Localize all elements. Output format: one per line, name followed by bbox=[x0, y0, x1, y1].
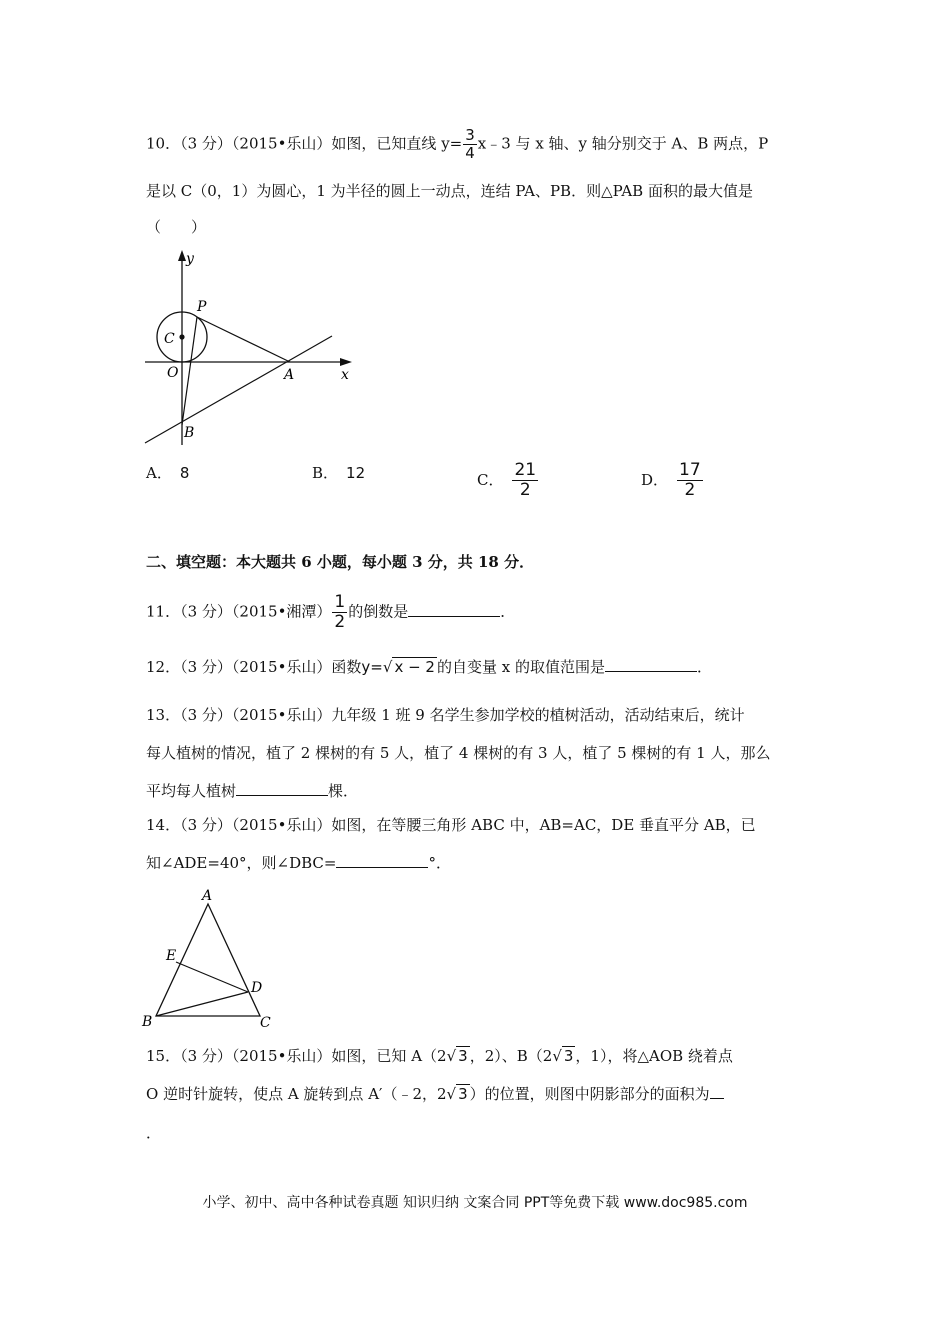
q14-line-1: 14．（3 分）（2015•乐山）如图，在等腰三角形 ABC 中，AB=AC，DE 垂直平分 AB，已 bbox=[146, 816, 756, 834]
q11-answer-blank[interactable] bbox=[408, 602, 500, 617]
q10-text-b: x﹣3 与 x 轴、y 轴分别交于 A、B 两点，P bbox=[477, 134, 769, 153]
q10-option-d[interactable]: D． $\frac{17}{2}$ bbox=[641, 460, 701, 500]
q14-label-e: E bbox=[166, 948, 177, 964]
q14-answer-blank[interactable] bbox=[336, 853, 428, 868]
q10-text-a: 10．（3 分）（2015•乐山）如图，已知直线 y= bbox=[146, 134, 463, 153]
q10-option-a[interactable]: A． 8 bbox=[146, 464, 190, 482]
q10-label-o: O bbox=[167, 365, 179, 381]
section-2-title: 二、填空题：本大题共 6 小题，每小题 3 分，共 18 分． bbox=[146, 553, 535, 571]
q10-center-dot bbox=[179, 334, 184, 339]
q15-line-3: ． bbox=[146, 1124, 162, 1142]
q10-segment-pb bbox=[182, 317, 197, 425]
q10-line-3: （ ） bbox=[146, 218, 207, 236]
footer-text: 小学、初中、高中各种试卷真题 知识归纳 文案合同 PPT等免费下载 bbox=[202, 1195, 624, 1211]
q10-option-c-fraction: $\frac{21}{2}$ bbox=[514, 460, 537, 500]
q10-x-arrow bbox=[340, 358, 352, 366]
q10-label-b: B bbox=[184, 425, 195, 441]
q14-figure bbox=[138, 886, 288, 1031]
q14-label-b: B bbox=[142, 1014, 153, 1030]
q14-label-c: C bbox=[260, 1015, 271, 1031]
q15-answer-blank[interactable] bbox=[710, 1084, 724, 1099]
q10-figure bbox=[140, 245, 365, 450]
q12-function: y=√ x − 2 bbox=[361, 658, 435, 676]
q14-label-d: D bbox=[251, 980, 263, 996]
q10-label-p: P bbox=[197, 299, 207, 315]
q10-slope-fraction: $\frac{3}{4}$ bbox=[465, 126, 475, 162]
q10-label-c: C bbox=[164, 331, 175, 347]
q10-option-d-fraction: $\frac{17}{2}$ bbox=[679, 460, 701, 500]
q12-answer-blank[interactable] bbox=[605, 657, 697, 672]
q15-line-2: O 逆时针旋转，使点 A 旋转到点 A′（﹣2，2√ 3 ）的位置，则图中阴影部分的面积为 bbox=[146, 1083, 724, 1104]
q11-line: 11．（3 分）（2015•湘潭） $\frac{1}{2}$ 的倒数是 ． bbox=[146, 592, 516, 632]
q13-answer-blank[interactable] bbox=[236, 781, 328, 796]
q12-line: 12．（3 分）（2015•乐山）函数y=√ x − 2 的自变量 x 的取值范围是 ． bbox=[146, 658, 712, 676]
q13-line-3: 平均每人植树 棵． bbox=[146, 782, 359, 800]
q10-line-2: 是以 C（0，1）为圆心，1 为半径的圆上一动点，连结 PA、PB．则△PAB 面积的最大值是 bbox=[146, 182, 753, 200]
q10-option-b[interactable]: B． 12 bbox=[312, 464, 366, 482]
q15-line-1: 15．（3 分）（2015•乐山）如图，已知 A（2√ 3 ，2）、B（2√ 3 ，1），将△AOB 绕着点 bbox=[146, 1047, 733, 1065]
q15-sqrt-1: √ 3 bbox=[446, 1047, 468, 1065]
q13-line-1: 13．（3 分）（2015•乐山）九年级 1 班 9 名学生参加学校的植树活动，活动结束后，统计 bbox=[146, 706, 745, 724]
q10-line-1 bbox=[146, 128, 768, 161]
q10-y-arrow bbox=[178, 250, 186, 261]
q13-line-2: 每人植树的情况，植了 2 棵树的有 5 人，植了 4 棵树的有 3 人，植了 5 棵树的有 1 人，那么 bbox=[146, 744, 771, 762]
q10-option-c[interactable]: C． $\frac{21}{2}$ bbox=[477, 460, 537, 500]
q10-line-ab bbox=[145, 336, 332, 443]
q10-label-y: y bbox=[186, 251, 194, 267]
q11-fraction: $\frac{1}{2}$ bbox=[334, 592, 346, 632]
q10-label-x: x bbox=[341, 367, 349, 383]
q15-sqrt-3: √ 3 bbox=[446, 1085, 468, 1103]
q10-segment-pa bbox=[197, 317, 290, 362]
q10-label-a: A bbox=[284, 367, 295, 383]
q14-segment-bd bbox=[156, 992, 248, 1016]
q14-label-a: A bbox=[202, 888, 213, 904]
q15-sqrt-2: √ 3 bbox=[552, 1047, 574, 1065]
footer-link[interactable]: www.doc985.com bbox=[623, 1195, 748, 1211]
q14-line-2: 知∠ADE=40°，则∠DBC= °． bbox=[146, 854, 451, 872]
footer bbox=[0, 1192, 950, 1212]
